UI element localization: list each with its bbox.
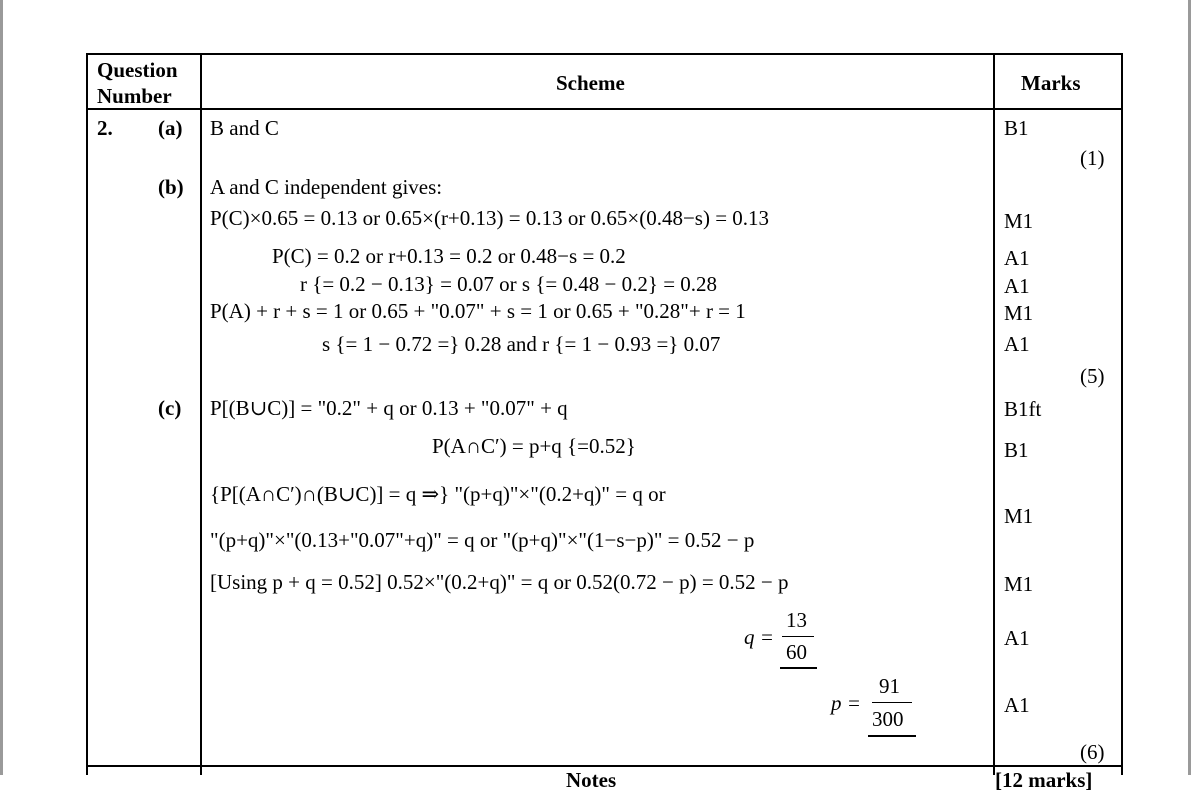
scheme-line: [Using p + q = 0.52] 0.52×"(0.2+q)" = q or 0.52(0.72 − p) = 0.52 − p: [210, 570, 789, 594]
scheme-line: s {= 1 − 0.72 =} 0.28 and r {= 1 − 0.93 =} 0.07: [322, 332, 721, 356]
mark: M1: [1004, 301, 1034, 325]
table-border-top: [86, 53, 1123, 55]
header-scheme: Scheme: [556, 71, 625, 95]
notes-heading: Notes: [566, 768, 617, 792]
q-denominator: 60: [786, 640, 807, 664]
table-border-left: [86, 53, 88, 775]
scheme-line: B and C: [210, 116, 279, 140]
mark: B1: [1004, 438, 1029, 462]
scheme-line: "(p+q)"×"(0.13+"0.07"+q)" = q or "(p+q)"×"(1−s−p)" = 0.52 − p: [210, 528, 755, 552]
p-lhs: p =: [831, 691, 861, 715]
part-b-label: (b): [158, 175, 184, 199]
scheme-line: P(C) = 0.2 or r+0.13 = 0.2 or 0.48−s = 0.2: [272, 244, 626, 268]
p-fraction-bar: [872, 702, 912, 703]
q-answer-underline: [780, 667, 817, 669]
col-divider-marks: [993, 53, 995, 775]
mark-total: (5): [1080, 364, 1105, 388]
scheme-line: P(A∩C′) = p+q {=0.52}: [432, 434, 636, 458]
header-question-line1: Question: [97, 58, 178, 82]
mark-total: (1): [1080, 146, 1105, 170]
p-numerator: 91: [879, 674, 900, 698]
mark: M1: [1004, 504, 1034, 528]
mark: M1: [1004, 209, 1034, 233]
mark: A1: [1004, 332, 1030, 356]
mark: M1: [1004, 572, 1034, 596]
header-question-line2: Number: [97, 84, 172, 108]
scheme-line: P(C)×0.65 = 0.13 or 0.65×(r+0.13) = 0.13 or 0.65×(0.48−s) = 0.13: [210, 206, 770, 230]
header-marks: Marks: [1021, 71, 1081, 95]
p-denominator: 300: [872, 707, 904, 731]
scheme-line: r {= 0.2 − 0.13} = 0.07 or s {= 0.48 − 0.2} = 0.28: [300, 272, 718, 296]
p-answer-underline: [868, 735, 916, 737]
mark: A1: [1004, 693, 1030, 717]
scheme-line: P[(B∪C)] = "0.2" + q or 0.13 + "0.07" + q: [210, 396, 568, 420]
q-fraction-bar: [782, 636, 814, 637]
header-divider: [86, 108, 1123, 110]
col-divider-scheme: [200, 53, 202, 775]
scheme-line: A and C independent gives:: [210, 175, 443, 199]
part-a-label: (a): [158, 116, 183, 140]
q-numerator: 13: [786, 608, 807, 632]
mark: A1: [1004, 274, 1030, 298]
q-lhs: q =: [744, 625, 774, 649]
table-border-right: [1121, 53, 1123, 775]
mark-total: (6): [1080, 740, 1105, 764]
part-c-label: (c): [158, 396, 182, 420]
table-border-bottom: [86, 765, 1123, 767]
mark: A1: [1004, 246, 1030, 270]
mark: A1: [1004, 626, 1030, 650]
mark: B1: [1004, 116, 1029, 140]
scheme-line: P(A) + r + s = 1 or 0.65 + "0.07" + s = 1 or 0.65 + "0.28"+ r = 1: [210, 299, 746, 323]
scheme-line: {P[(A∩C′)∩(B∪C)] = q ⇒} "(p+q)"×"(0.2+q)" = q or: [210, 482, 666, 506]
mark: B1ft: [1004, 397, 1042, 421]
question-number: 2.: [97, 116, 113, 140]
total-marks: [12 marks]: [995, 768, 1093, 792]
page-edge-left: [0, 0, 3, 775]
